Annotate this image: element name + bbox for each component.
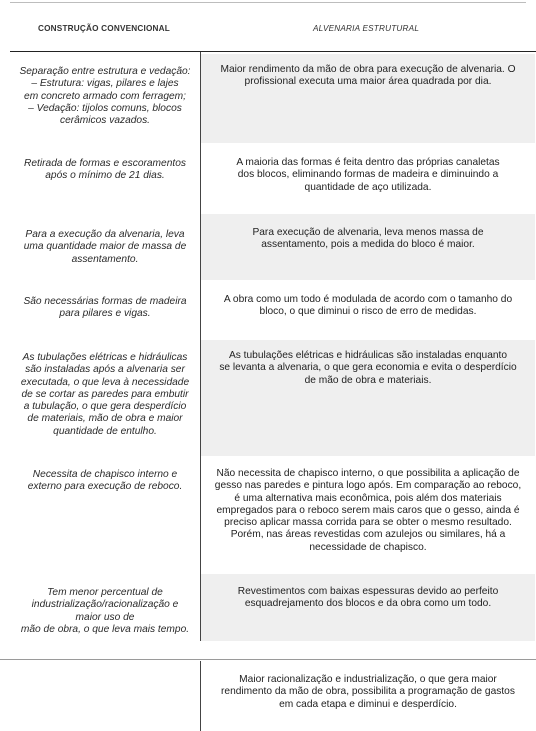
table-header <box>0 2 536 52</box>
structural-cell: Revestimentos com baixas espessuras devido ao perfeito esquadrejamento dos blocos e da obra como um todo. <box>201 574 535 641</box>
header-rule <box>10 51 536 52</box>
structural-cell: Para execução de alvenaria, leva menos massa de assentamento, pois a medida do bloco é maior. <box>201 214 535 280</box>
structural-cell: Não necessita de chapisco interno, o que possibilita a aplicação de gesso nas paredes e pintura logo após. Em comparação ao reboco, é uma alternativa mais econômica, pois além dos materiais empregados para o reboco serem mais caros que o gesso, ainda é preciso aplicar massa corrida para se obter o mesmo resultado. Porém, nas áreas revestidas com azulejos ou similares, há a necessidade de chapisco. <box>214 468 522 553</box>
header-conventional: CONSTRUÇÃO CONVENCIONAL <box>38 24 170 33</box>
conventional-cell: Necessita de chapisco interno e externo para execução de reboco. <box>27 469 183 493</box>
conventional-cell: Tem menor percentual de industrialização/racionalização e maior uso de mão de obra, o que leva mais tempo. <box>20 587 190 635</box>
header-structural-masonry: ALVENARIA ESTRUTURAL <box>313 24 420 33</box>
structural-cell: A obra como um todo é modulada de acordo com o tamanho do bloco, o que diminui o risco de erro de medidas. <box>223 294 513 318</box>
structural-cell: Maior racionalização e industrialização, o que gera maior rendimento da mão de obra, possibilita a programação de gastos em cada etapa e diminui e desperdício. <box>221 674 515 710</box>
structural-cell: As tubulações elétricas e hidráulicas são instaladas enquanto se levanta a alvenaria, o que gera economia e evita o desperdício de mão de obra e materiais. <box>201 340 535 456</box>
conventional-cell: Para a execução da alvenaria, leva uma quantidade maior de massa de assentamento. <box>23 229 187 265</box>
structural-cell: Maior rendimento da mão de obra para execução de alvenaria. O profissional executa uma maior área quadrada por dia. <box>201 54 535 143</box>
structural-cell: A maioria das formas é feita dentro das próprias canaletas dos blocos, eliminando formas de madeira e diminuindo a quantidade de aço utilizada. <box>236 157 500 193</box>
bottom-separator-rule <box>0 659 536 660</box>
conventional-cell: As tubulações elétricas e hidráulicas são instaladas após a alvenaria ser executada, o que leva à necessidade de se cortar as paredes para embutir a tubulação, o que gera desperdício de materiais, mão de obra e maior quantidade de entulho. <box>20 352 190 437</box>
conventional-cell: Separação entre estrutura e vedação: – Estrutura: vigas, pilares e lajes em concreto armado com ferragem; – Vedação: tijolos comuns, blocos cerâmicos vazados. <box>19 66 191 127</box>
conventional-cell: São necessárias formas de madeira para pilares e vigas. <box>23 296 187 320</box>
conventional-cell: Retirada de formas e escoramentos após o mínimo de 21 dias. <box>24 158 186 182</box>
